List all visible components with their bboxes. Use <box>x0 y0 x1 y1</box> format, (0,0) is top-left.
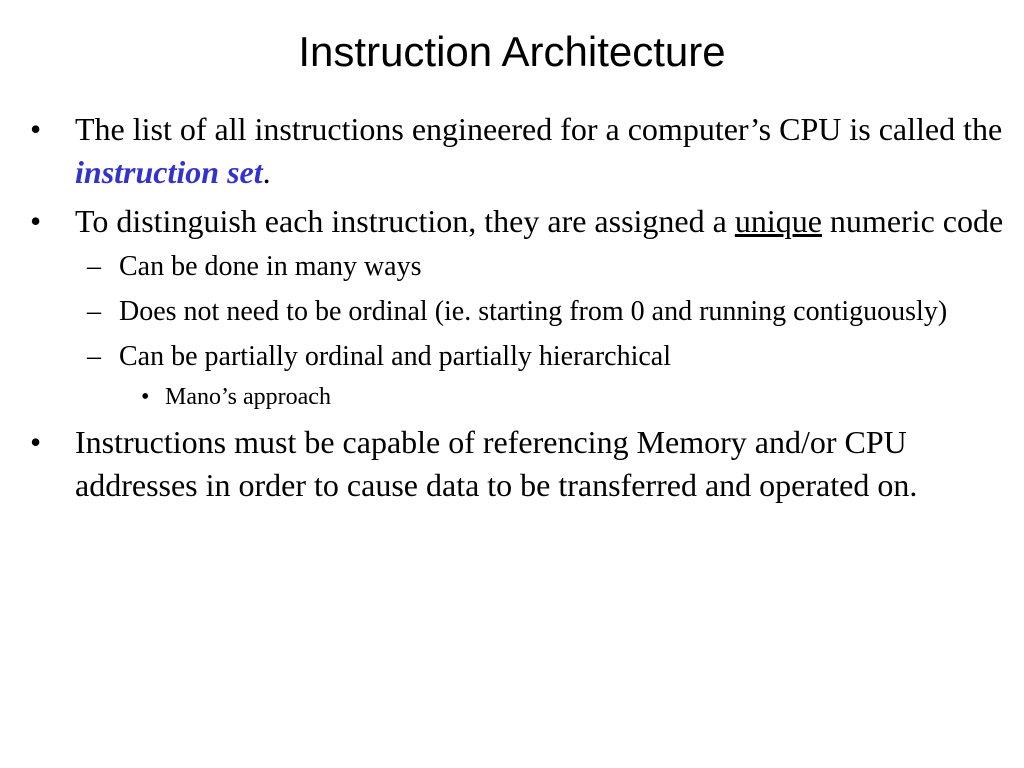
bullet-marker: • <box>30 424 42 460</box>
dash-marker: – <box>87 251 101 282</box>
dash-marker: – <box>87 341 101 372</box>
unique-term: unique <box>734 203 822 239</box>
bullet-text-end: . <box>262 154 271 190</box>
bullet-text: To distinguish each instruction, they are assigned a <box>75 203 735 239</box>
bullet-unique-code <box>30 200 1005 243</box>
slide-title: Instruction Architecture <box>298 28 726 75</box>
sub-bullet-many-ways <box>30 246 1005 288</box>
instruction-set-term: instruction set <box>75 154 263 190</box>
bullet-text: The list of all instructions engineered for a computer’s CPU is called the <box>75 111 1003 147</box>
bullet-text: Instructions must be capable of referencing Memory and/or CPU addresses in order to cause data to be transferred and operated on. <box>75 424 918 503</box>
sub-bullet-text: Can be partially ordinal and partially hierarchical <box>119 341 671 372</box>
bullet-marker: • <box>30 111 42 147</box>
slide-body <box>30 108 1005 507</box>
sub-sub-bullet-text: Mano’s approach <box>165 384 331 410</box>
sub-bullet-text: Can be done in many ways <box>119 251 422 282</box>
bullet-marker: • <box>141 384 150 410</box>
dash-marker: – <box>87 296 101 327</box>
sub-bullet-text: Does not need to be ordinal (ie. starting from 0 and running contiguously) <box>119 296 948 327</box>
bullet-referencing-memory <box>30 421 1005 507</box>
sub-sub-bullet-mano <box>30 379 1005 415</box>
sub-bullet-partially-ordinal <box>30 336 1005 378</box>
bullet-marker: • <box>30 203 42 239</box>
sub-bullet-not-ordinal <box>30 291 1005 333</box>
bullet-instruction-set <box>30 108 1005 194</box>
bullet-text-end: numeric code <box>821 203 1004 239</box>
